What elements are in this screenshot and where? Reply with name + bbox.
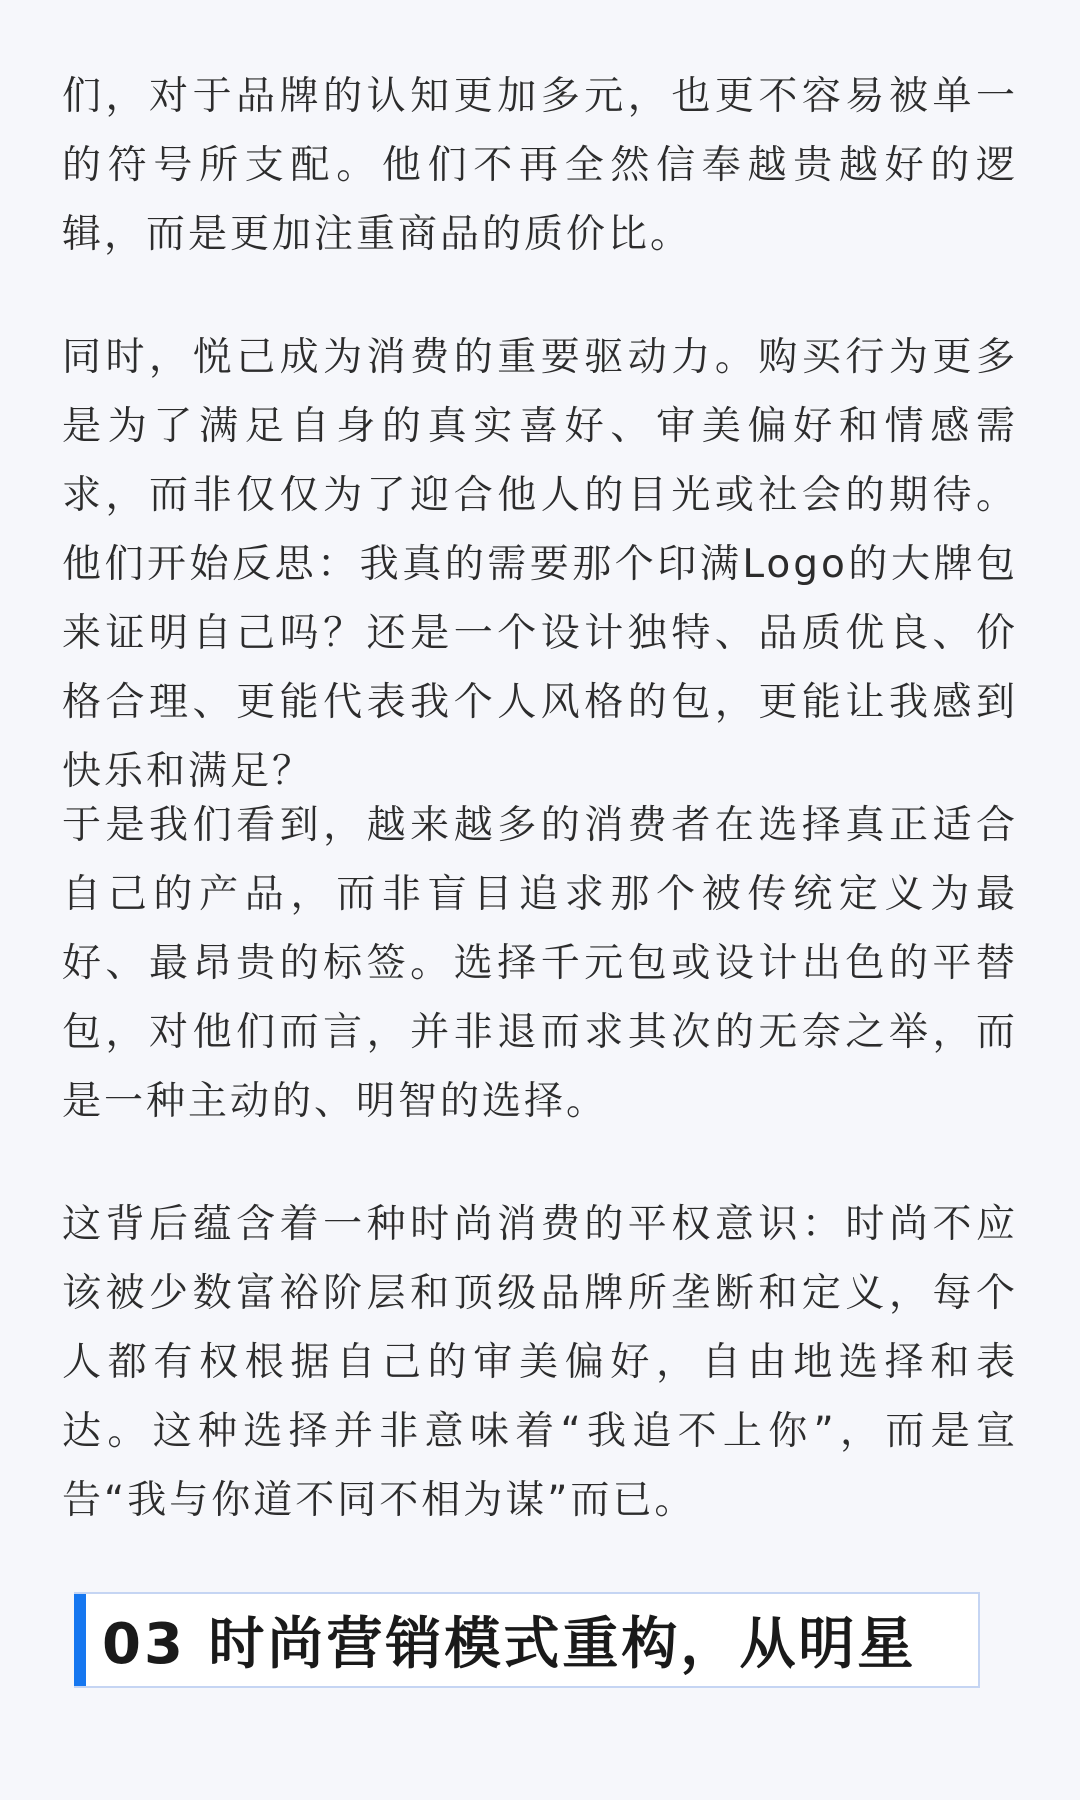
section-heading [74,1592,980,1688]
paragraph-1: 们，对于品牌的认知更加多元，也更不容易被单一的符号所支配。他们不再全然信奉越贵越好的逻辑，而是更加注重商品的质价比。 [62,74,1018,257]
heading-accent-bar [74,1594,86,1686]
paragraph-3: 于是我们看到，越来越多的消费者在选择真正适合自己的产品，而非盲目追求那个被传统定义为最好、最昂贵的标签。选择千元包或设计出色的平替包，对他们而言，并非退而求其次的无奈之举，而是一种主动的、明智的选择。 [62,803,1018,1124]
section-heading-title: 03 时尚营销模式重构，从明星 [102,1612,917,1677]
paragraph-2: 同时，悦己成为消费的重要驱动力。购买行为更多是为了满足自身的真实喜好、审美偏好和情感需求，而非仅仅为了迎合他人的目光或社会的期待。他们开始反思：我真的需要那个印满Logo的大牌包来证明自己吗？还是一个设计独特、品质优良、价格合理、更能代表我个人风格的包，更能让我感到快乐和满足？ [62,335,1018,794]
paragraph-4: 这背后蕴含着一种时尚消费的平权意识：时尚不应该被少数富裕阶层和顶级品牌所垄断和定义，每个人都有权根据自己的审美偏好，自由地选择和表达。这种选择并非意味着“我追不上你”，而是宣告“我与你道不同不相为谋”而已。 [62,1202,1018,1523]
